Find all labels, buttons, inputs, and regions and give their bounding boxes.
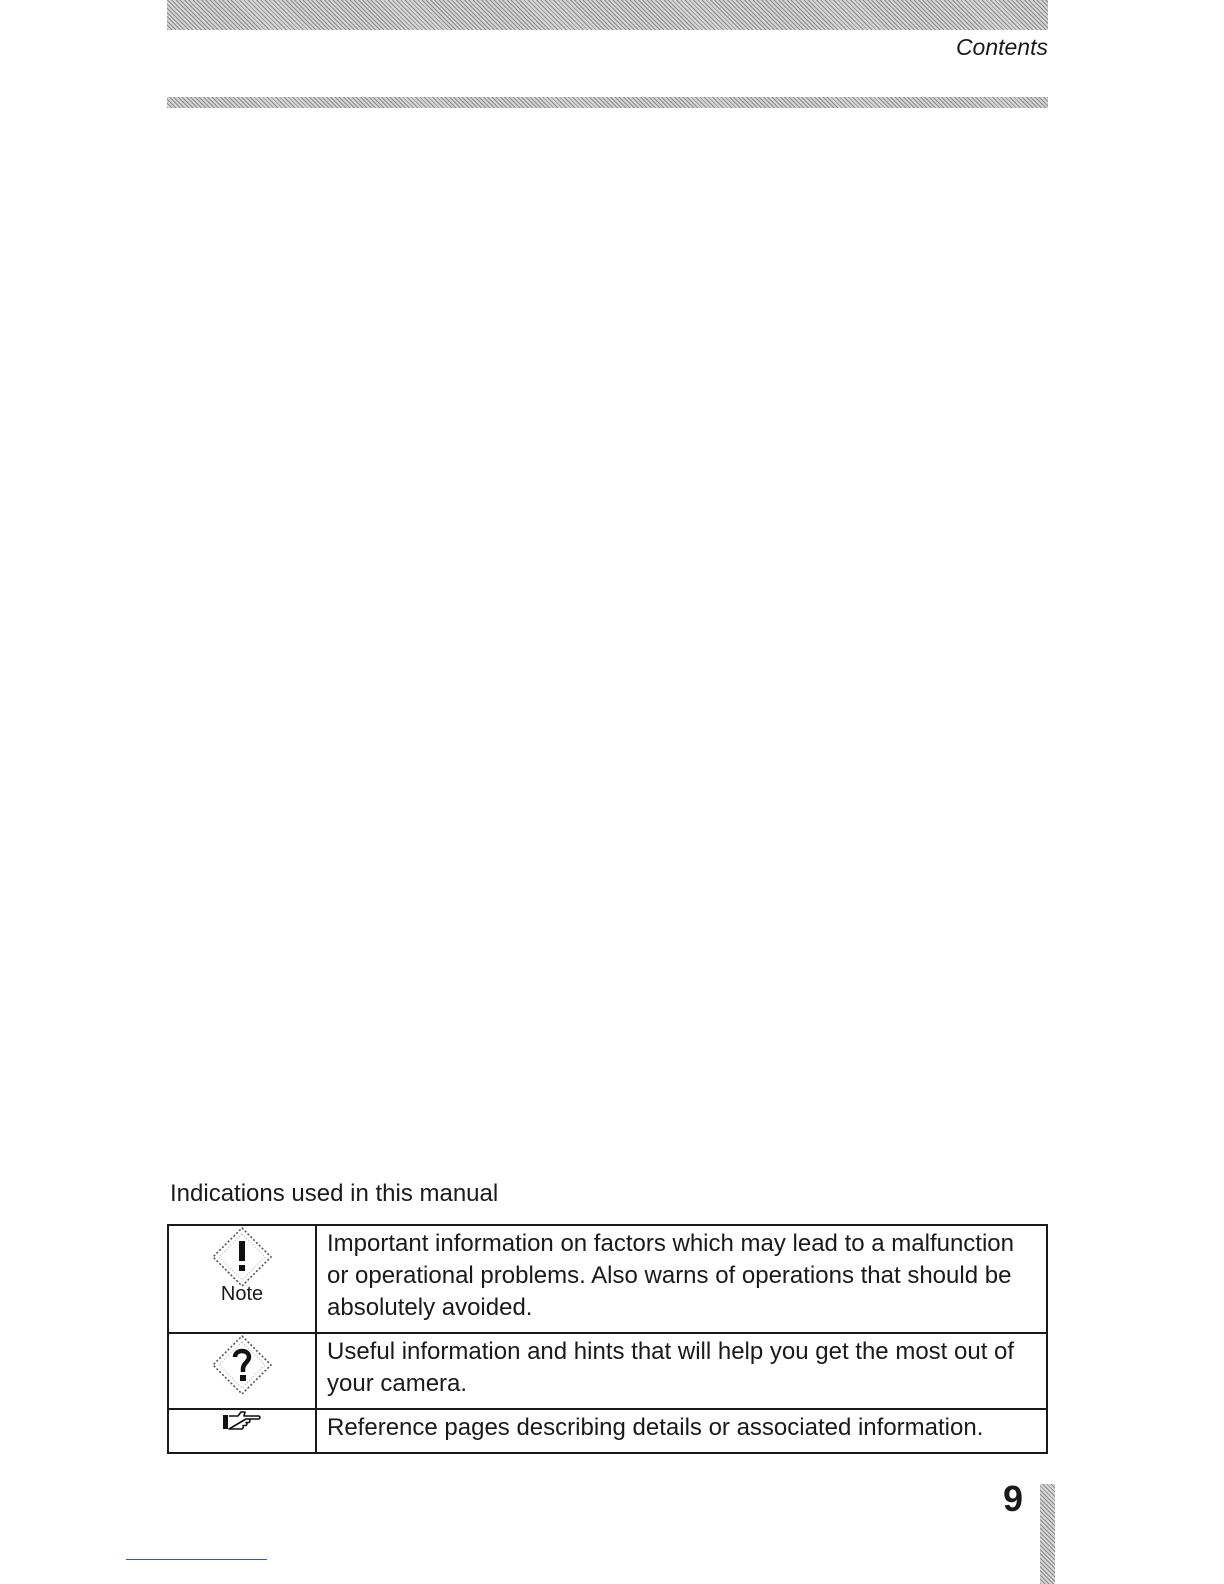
page-number: 9	[1003, 1478, 1024, 1519]
note-icon-label: Note	[220, 1283, 264, 1305]
header-hatched-bar	[167, 0, 1048, 30]
note-exclamation-diamond-icon	[169, 1226, 315, 1288]
reference-icon-cell	[168, 1409, 316, 1453]
reference-description: Reference pages describing details or associated information.	[316, 1409, 1047, 1453]
header-hatched-rule	[167, 97, 1048, 108]
table-row	[168, 1333, 1047, 1409]
indications-heading: Indications used in this manual	[170, 1180, 499, 1207]
table-row	[168, 1409, 1047, 1453]
note-icon-cell	[168, 1225, 316, 1333]
hint-icon-cell	[168, 1333, 316, 1409]
hint-question-diamond-icon	[169, 1334, 315, 1396]
page-edge-tab	[1040, 1484, 1055, 1584]
pointing-hand-icon	[169, 1410, 315, 1432]
note-description: Important information on factors which may lead to a malfunction or operational problems. Also warns of operations that should be absolutely avoided.	[316, 1225, 1047, 1333]
indications-table	[167, 1224, 1048, 1454]
section-title: Contents	[955, 34, 1048, 60]
hint-description: Useful information and hints that will help you get the most out of your camera.	[316, 1333, 1047, 1409]
table-row	[168, 1225, 1047, 1333]
footer-rule	[126, 1559, 267, 1560]
